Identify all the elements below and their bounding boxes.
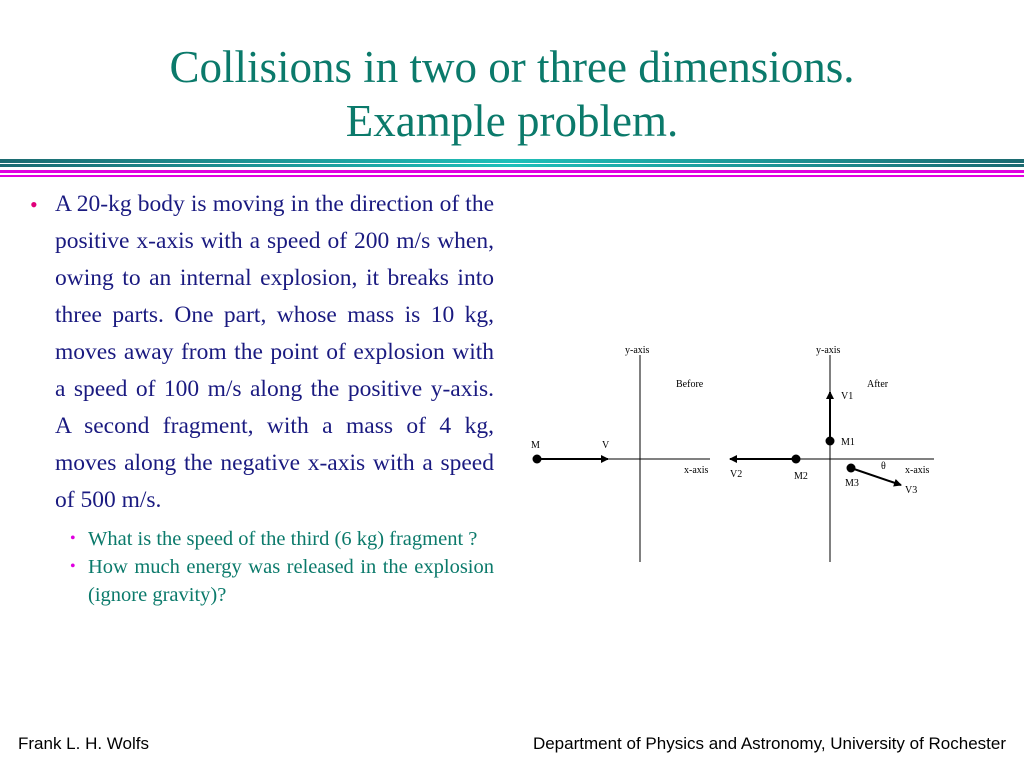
sub-bullet-text: How much energy was released in the explosion (ignore gravity)? xyxy=(88,556,494,606)
main-bullet-text: A 20-kg body is moving in the direction of the positive x-axis with a speed of 200 m/s when, owing to an internal explosion, it breaks into three parts. One part, whose mass is 10 kg, moves away from the point of explosion with a speed of 100 m/s along the positive y-axis. A second fragment, with a mass of 4 kg, moves along the negative x-axis with a speed of 500 m/s. xyxy=(55,191,494,513)
divider-bar xyxy=(0,175,1024,177)
sub-bullet xyxy=(30,553,494,609)
collision-diagram xyxy=(520,335,940,565)
footer-author: Frank L. H. Wolfs xyxy=(18,734,149,753)
bullet-icon: • xyxy=(70,558,76,575)
m2-label: M2 xyxy=(794,471,808,482)
main-bullet xyxy=(30,186,494,519)
mass-label: M xyxy=(531,440,540,451)
problem-text xyxy=(30,186,494,609)
divider-bar xyxy=(0,159,1024,163)
theta-label: θ xyxy=(881,461,886,472)
before-y-axis-label: y-axis xyxy=(625,345,650,356)
footer-department: Department of Physics and Astronomy, University of Rochester xyxy=(532,734,1006,753)
after-caption: After xyxy=(867,379,889,390)
v1-label: V1 xyxy=(841,391,854,402)
slide-title xyxy=(0,40,1024,148)
after-y-axis-label: y-axis xyxy=(816,345,841,356)
title-line-1: Collisions in two or three dimensions. xyxy=(169,42,855,92)
sub-bullet xyxy=(30,525,494,553)
before-caption: Before xyxy=(676,379,704,390)
before-panel xyxy=(531,345,710,562)
divider-bar xyxy=(0,170,1024,173)
divider-bar xyxy=(0,164,1024,167)
v3-label: V3 xyxy=(905,485,918,496)
m3-label: M3 xyxy=(845,478,859,489)
title-line-2: Example problem. xyxy=(345,96,679,146)
velocity-label: V xyxy=(602,440,610,451)
bullet-icon: • xyxy=(70,530,76,547)
bullet-icon: • xyxy=(30,192,38,217)
after-x-axis-label: x-axis xyxy=(905,465,930,476)
after-panel xyxy=(730,345,934,562)
before-x-axis-label: x-axis xyxy=(684,465,709,476)
m1-label: M1 xyxy=(841,437,855,448)
sub-bullet-text: What is the speed of the third (6 kg) fragment ? xyxy=(88,528,478,550)
v2-label: V2 xyxy=(730,469,743,480)
